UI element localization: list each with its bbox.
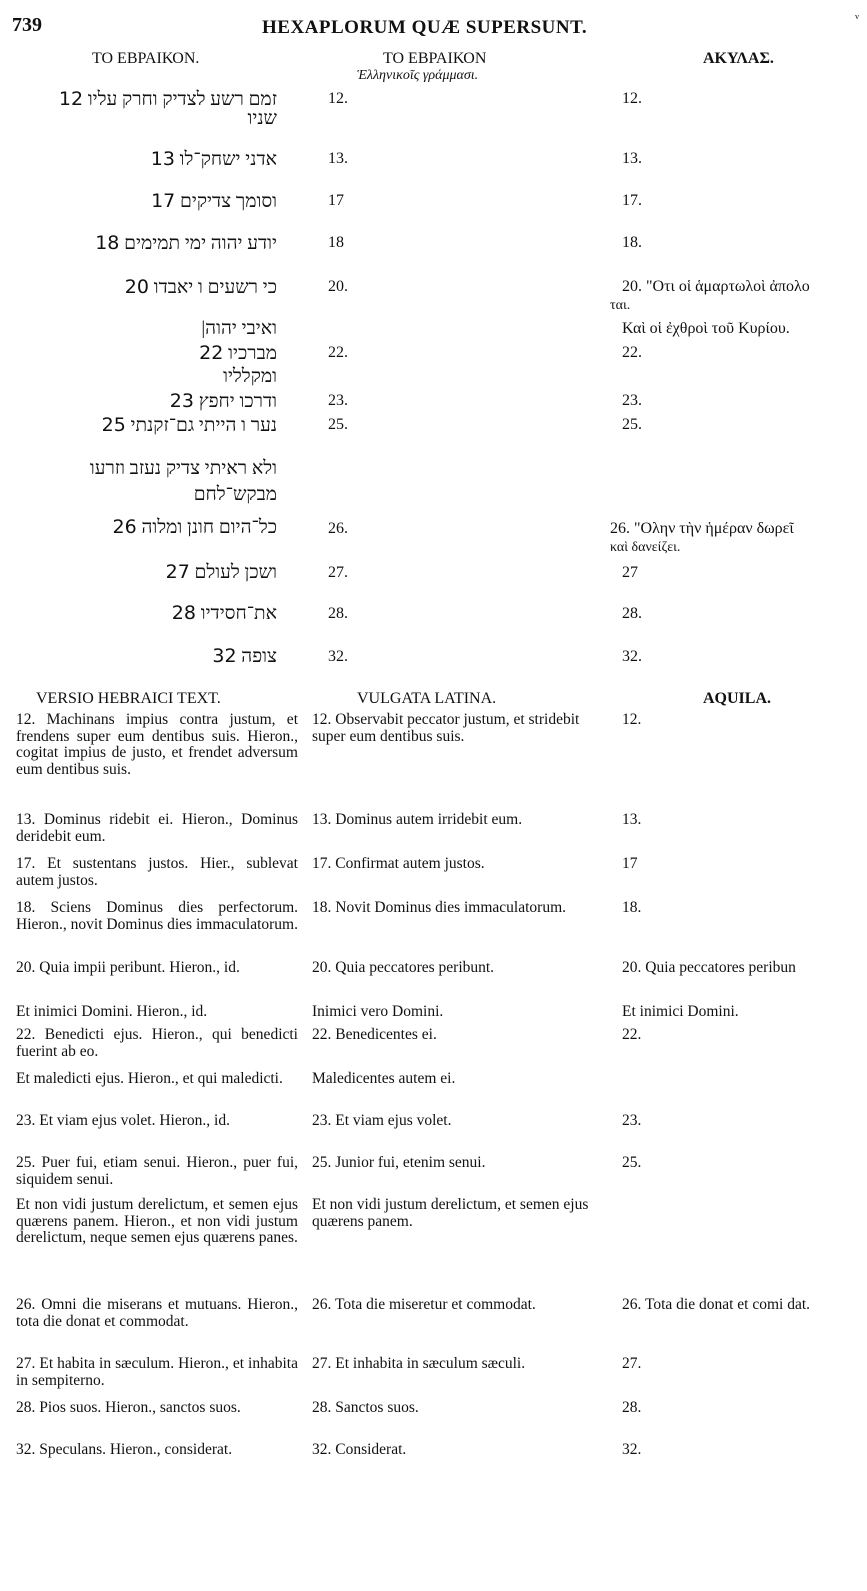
hebrew-line: מברכיו 22 (199, 342, 277, 364)
aquila-latin-entry: 13. (622, 811, 642, 828)
hebraici-entry: 25. Puer fui, etiam senui. Hieron., puer fui, siquidem senui. (16, 1154, 298, 1188)
lower-col3-title: AQUILA. (703, 690, 772, 707)
hebraici-entry: 13. Dominus ridebit ei. Hieron., Dominus deridebit eum. (16, 811, 298, 845)
hebrew-line: יודע יהוה ימי תמימים 18 (95, 232, 277, 254)
aquila-latin-entry: 27. (622, 1355, 642, 1372)
hebrew-line: נער ו הייתי גם־זקנתי 25 (101, 414, 277, 436)
running-title: HEXAPLORUM QUÆ SUPERSUNT. (262, 17, 588, 38)
aquila-greek-line: 23. (622, 392, 642, 409)
translit-number: 13. (328, 150, 348, 167)
translit-number: 27. (328, 564, 348, 581)
hebraici-entry: 32. Speculans. Hieron., considerat. (16, 1441, 233, 1458)
translit-number: 18 (328, 234, 344, 251)
vulgata-entry: 27. Et inhabita in sæculum sæculi. (312, 1355, 526, 1372)
aquila-greek-line: 26. "Ολην τὴν ἡμέραν δωρεῖ (610, 520, 794, 537)
vulgata-entry: 32. Considerat. (312, 1441, 407, 1458)
hebrew-line: את־חסידיו 28 (171, 602, 277, 624)
aquila-greek-line: 17. (622, 192, 642, 209)
vulgata-entry: Inimici vero Domini. (312, 1003, 444, 1020)
hebraici-entry: 27. Et habita in sæculum. Hieron., et inhabita in sempiterno. (16, 1355, 298, 1389)
vulgata-entry: 25. Junior fui, etenim senui. (312, 1154, 486, 1171)
hebraici-entry: 12. Machinans impius contra justum, et frendens super eum dentibus suis. Hieron., cogitat impius de justo, et frendet adversum eum dentibus suis. (16, 711, 298, 778)
hebrew-line: ולא ראיתי צדיק נעזב וזרעו (89, 458, 277, 479)
corner-mark: ᵛ (855, 12, 860, 27)
aquila-greek-line: ται. (610, 298, 631, 313)
hebrew-line: שניו (247, 108, 277, 129)
hebraici-entry: 20. Quia impii peribunt. Hieron., id. (16, 959, 240, 976)
translit-number: 25. (328, 416, 348, 433)
vulgata-entry: 26. Tota die miseretur et commodat. (312, 1296, 536, 1313)
hebrew-line: צופה 32 (212, 645, 277, 667)
translit-number: 26. (328, 520, 348, 537)
aquila-greek-line: 27 (622, 564, 638, 581)
aquila-latin-entry: 26. Tota die donat et comi dat. (622, 1296, 811, 1313)
translit-number: 32. (328, 648, 348, 665)
aquila-greek-line: 25. (622, 416, 642, 433)
hebrew-line: ושכן לעולם 27 (165, 561, 277, 583)
vulgata-entry: 28. Sanctos suos. (312, 1399, 419, 1416)
upper-col1-title: ΤΟ ΕΒΡΑΙΚΟΝ. (92, 50, 200, 67)
aquila-greek-line: 18. (622, 234, 642, 251)
aquila-latin-entry: 32. (622, 1441, 642, 1458)
vulgata-entry: 17. Confirmat autem justos. (312, 855, 485, 872)
hebrew-line: וסומך צדיקים 17 (151, 190, 277, 212)
lower-col2-title: VULGATA LATINA. (357, 690, 497, 707)
hebrew-line: מבקש־לחם (193, 484, 277, 505)
hebrew-line: ודרכו יחפץ 23 (169, 390, 277, 412)
hebrew-line: כי רשעים ו יאבדו 20 (124, 276, 277, 298)
vulgata-entry: 22. Benedicentes ei. (312, 1026, 437, 1043)
translit-number: 17 (328, 192, 344, 209)
upper-col2-subtitle: Ἑλληνικοῖς γράμμασι. (357, 68, 479, 83)
hebraici-entry: 18. Sciens Dominus dies perfectorum. Hieron., novit Dominus dies immaculatorum. (16, 899, 298, 933)
aquila-latin-entry: 23. (622, 1112, 642, 1129)
aquila-greek-line: 13. (622, 150, 642, 167)
page-number: 739 (12, 14, 42, 36)
hebrew-line: זמם רשע לצדיק וחרק עליו 12 (58, 88, 277, 110)
aquila-latin-entry: 28. (622, 1399, 642, 1416)
vulgata-entry: 20. Quia peccatores peribunt. (312, 959, 495, 976)
hebrew-line: ומקלליו (223, 366, 277, 387)
hebraici-entry: 26. Omni die miserans et mutuans. Hieron., tota die donat et commodat. (16, 1296, 298, 1330)
hebrew-line: כל־היום חונן ומלוה 26 (112, 516, 277, 538)
aquila-latin-entry: 20. Quia peccatores peribun (622, 959, 796, 976)
hebraici-entry: Et non vidi justum derelictum, et semen ejus quærens panem. Hieron., et non vidi justum derelictum, neque semen ejus quærens panes. (16, 1196, 298, 1246)
aquila-greek-line: 20. "Οτι οἱ ἁμαρτωλοὶ ἀπολο (622, 278, 810, 295)
vulgata-entry: Et non vidi justum derelictum, et semen ejus quærens panem. (312, 1196, 589, 1230)
aquila-latin-entry: 17 (622, 855, 638, 872)
upper-col3-title: ΑΚΥΛΑΣ. (703, 50, 774, 67)
aquila-greek-line: 12. (622, 90, 642, 107)
translit-number: 23. (328, 392, 348, 409)
hebraici-entry: Et inimici Domini. Hieron., id. (16, 1003, 208, 1020)
translit-number: 20. (328, 278, 348, 295)
aquila-greek-line: 32. (622, 648, 642, 665)
hebraici-entry: 28. Pios suos. Hieron., sanctos suos. (16, 1399, 241, 1416)
hebraici-entry: 23. Et viam ejus volet. Hieron., id. (16, 1112, 230, 1129)
hebrew-line: אדני ישחק־לו 13 (150, 148, 277, 170)
upper-col2-title: ΤΟ ΕΒΡΑΙΚΟΝ (383, 50, 487, 67)
aquila-greek-line: Καὶ οἱ ἐχθροὶ τοῦ Κυρίου. (622, 320, 790, 337)
aquila-greek-line: 28. (622, 605, 642, 622)
lower-col1-title: VERSIO HEBRAICI TEXT. (36, 690, 221, 707)
vulgata-entry: 18. Novit Dominus dies immaculatorum. (312, 899, 567, 916)
hebraici-entry: 17. Et sustentans justos. Hier., sublevat autem justos. (16, 855, 298, 889)
translit-number: 12. (328, 90, 348, 107)
vulgata-entry: Maledicentes autem ei. (312, 1070, 456, 1087)
aquila-greek-line: καὶ δανείζει. (610, 540, 681, 555)
hebraici-entry: 22. Benedicti ejus. Hieron., qui benedicti fuerint ab eo. (16, 1026, 298, 1060)
aquila-latin-entry: 18. (622, 899, 642, 916)
vulgata-entry: 12. Observabit peccator justum, et stridebit super eum dentibus suis. (312, 711, 580, 745)
translit-number: 22. (328, 344, 348, 361)
vulgata-entry: 13. Dominus autem irridebit eum. (312, 811, 523, 828)
hebrew-line: ואיבי יהוה| (201, 318, 277, 339)
vulgata-entry: 23. Et viam ejus volet. (312, 1112, 452, 1129)
hebraici-entry: Et maledicti ejus. Hieron., et qui maledicti. (16, 1070, 283, 1087)
aquila-greek-line: 22. (622, 344, 642, 361)
aquila-latin-entry: Et inimici Domini. (622, 1003, 739, 1020)
translit-number: 28. (328, 605, 348, 622)
aquila-latin-entry: 22. (622, 1026, 642, 1043)
aquila-latin-entry: 12. (622, 711, 642, 728)
aquila-latin-entry: 25. (622, 1154, 642, 1171)
